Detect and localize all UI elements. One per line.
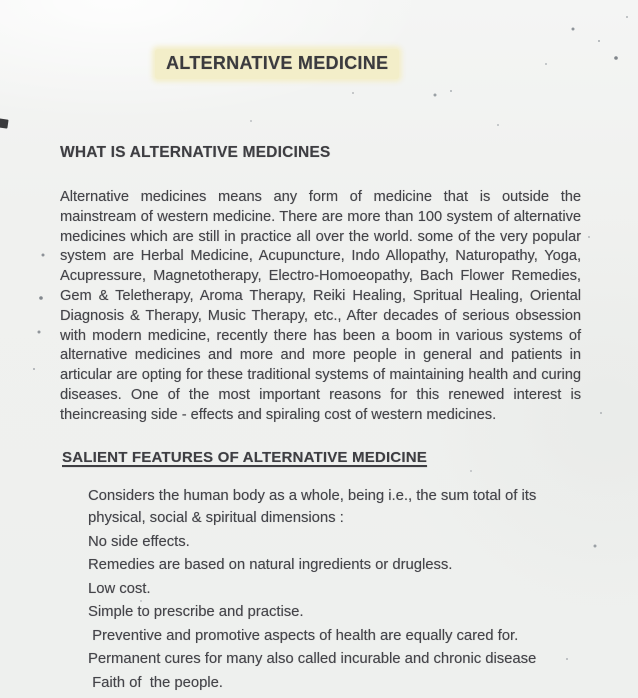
feature-item: No side effects. xyxy=(88,533,190,550)
feature-item: Low cost. xyxy=(88,580,151,597)
scan-noise-specks xyxy=(0,0,2,2)
feature-item: Preventive and promotive aspects of health are equally cared for. xyxy=(88,627,519,644)
feature-item: Faith of the people. xyxy=(88,674,223,691)
feature-item: Simple to prescribe and practise. xyxy=(88,604,304,620)
scan-edge-mark xyxy=(0,118,9,128)
document-title: ALTERNATIVE MEDICINE xyxy=(155,49,399,79)
feature-item: Permanent cures for many also called incurable and chronic disease xyxy=(88,651,537,667)
intro-paragraph: Alternative medicines means any form of medicine that is outside the mainstream of western medicine. There are more than 100 system of alternative medicines which are still in practice all over the world. some of the very popular system are Herbal Medicine, Acupuncture, Indo Allopathy, Naturopathy, Yoga, Acupressure, Magnetotherapy, Electro-Homoeopathy, Bach Flower Remedies, Gem & Teletherapy, Aroma Therapy, Reiki Healing, Spritual Healing, Oriental Diagnosis & Therapy, Music Therapy, etc., After decades of serious obsession with modern medicine, recently there has been a boom in various systems of alternative medicines and more and more people in general and patients in articular are opting for these traditional systems of maintaining health and curing diseases. One of the most important reasons for this renewed interest is theincreasing side - effects and spiraling cost of western medicines. xyxy=(60,189,581,423)
document-title-wrap xyxy=(155,49,399,79)
section-heading-what-is: WHAT IS ALTERNATIVE MEDICINES xyxy=(60,144,331,161)
feature-item: Considers the human body as a whole, being i.e., the sum total of its physical, social & spiritual dimensions : xyxy=(88,488,541,526)
features-list xyxy=(88,485,556,695)
feature-item: Remedies are based on natural ingredients or drugless. xyxy=(88,557,453,573)
section-heading-salient-features: SALIENT FEATURES OF ALTERNATIVE MEDICINE xyxy=(62,449,427,466)
